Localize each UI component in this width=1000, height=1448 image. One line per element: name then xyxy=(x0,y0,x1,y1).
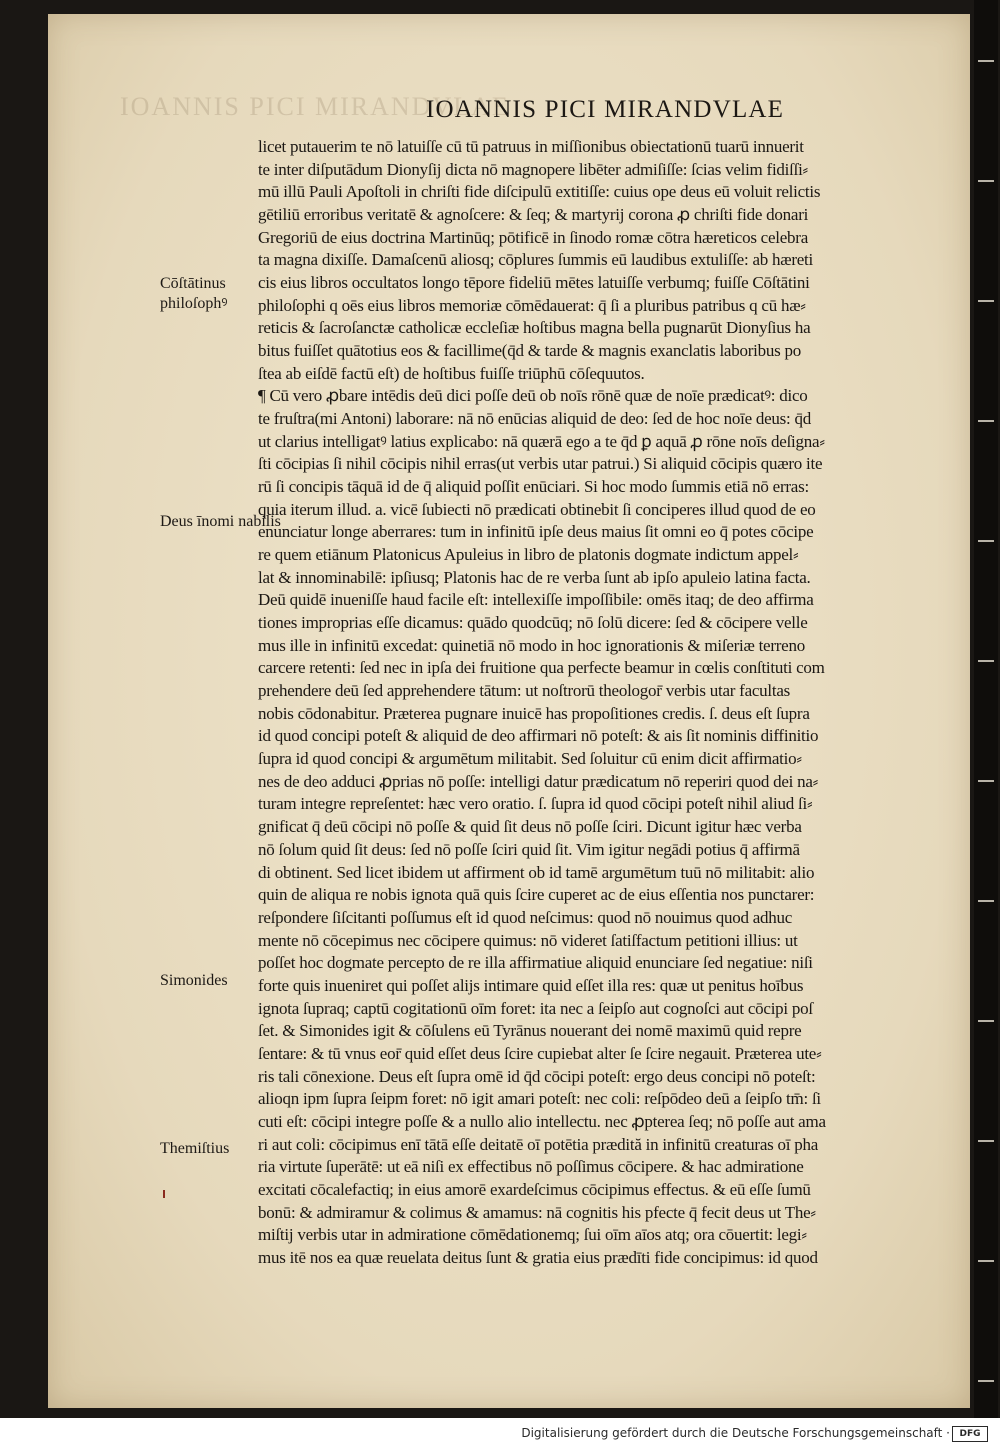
text-line: turam integre repreſentet: hæc vero oratio. ſ. ſupra id quod cōcipi poteſt nihil aliud ſi⸗ xyxy=(258,794,813,814)
red-ink-mark xyxy=(163,1190,165,1198)
text-line: miſtij verbis utar in admiratione cōmēdationemq; ſui oīm aīos atq; ora cōuertit: legi⸗ xyxy=(258,1225,807,1245)
text-line: mū illū Pauli Apoſtoli in chriſti fide diſcipulū extitiſſe: cuius ope deus eū voluit relictis xyxy=(258,182,821,202)
text-line: Deū quidē inueniſſe haud facile eſt: intellexiſſe impoſſibile: omēs itaq; de deo affirma xyxy=(258,590,814,610)
ruler-tick xyxy=(978,1260,994,1262)
text-line: forte quis inueniret qui poſſet alijs intimare quid eſſet illa res: quæ ut penitus hoībus xyxy=(258,975,804,995)
text-line: ſentare: & tū vnus eor̄ quid eſſet deus ſcire cupiebat alter ſe ſcire negauit. Præterea ute⸗ xyxy=(258,1043,822,1063)
running-head: IOANNIS PICI MIRANDVLAE xyxy=(426,96,785,123)
scan-ruler xyxy=(974,0,998,1418)
ruler-tick xyxy=(978,1140,994,1142)
text-line: di obtinent. Sed licet ibidem ut affirment ob id tamē argumētum tuū nō militabit: alio xyxy=(258,862,815,882)
text-line: gnificat q̄ deū cōcipi nō poſſe & quid ſit deus nō poſſe ſciri. Dicunt igitur hæc verba xyxy=(258,817,802,837)
text-line: philoſophi q oēs eius libros memoriæ cōmēdauerat: q̄ ſi a pluribus patribus q cū hæ⸗ xyxy=(258,295,806,315)
dfg-logo: DFG xyxy=(952,1426,988,1442)
text-line: enunciatur longe aberrares: tum in infinitū ipſe deus maius ſit omni eo q̄ potes cōcipe xyxy=(258,522,814,542)
text-line: Gregoriū de eius doctrina Martinūq; pōtificē in ſinodo romæ cōtra hæreticos celebra xyxy=(258,227,808,247)
main-text-block xyxy=(258,136,934,1270)
text-line: nō ſolum quid ſit deus: ſed nō poſſe ſciri quid ſit. Vim igitur negādi potius q̄ affirmā xyxy=(258,839,800,859)
margin-note-themistius: Themiſtius xyxy=(160,1140,230,1157)
text-line: rū ſi concipis tāquā id de q̄ aliquid poſſit enūciari. Si hoc modo ſummis etiā nō erras: xyxy=(258,477,809,497)
text-line: cuti eſt: cōcipi integre poſſe & a nullo alio intellectu. nec ꝓpterea ſeq; nō poſſe aut ama xyxy=(258,1111,826,1131)
ruler-tick xyxy=(978,540,994,542)
text-line: nes de deo adduci ꝓprias nō poſſe: intelligi datur prædicatum nō reperiri quod dei na⸗ xyxy=(258,771,819,791)
ruler-tick xyxy=(978,1020,994,1022)
text-line: prehendere deū ſed apprehendere tātum: ut noſtrorū theologor̄ verbis utar facultas xyxy=(258,681,791,701)
text-line: ta magna dixiſſe. Damaſcenū aliosq; cōplures ſummis eū laudibus extuliſſe: ab hæreti xyxy=(258,250,813,270)
text-line: ¶ Cū vero ꝓbare intēdis deū dici poſſe deū ob noīs rōnē quæ de noīe prædicatꝰ: dico xyxy=(258,386,808,406)
bleed-through-text: IOANNIS PICI MIRANDVLAE xyxy=(120,92,510,121)
ruler-tick xyxy=(978,180,994,182)
text-line: ſti cōcipias ſi nihil cōcipis nihil erras(ut verbis utar patrui.) Si aliquid cōcipis quæro ite xyxy=(258,454,823,474)
margin-note-simonides: Simonides xyxy=(160,972,228,989)
ruler-tick xyxy=(978,300,994,302)
text-line: reſpondere ſiſcitanti poſſumus eſt id quod neſcimus: quod nō nouimus quod adhuc xyxy=(258,907,793,927)
text-line: ſet. & Simonides igit & cōſulens eū Tyrānus nouerant dei nomē maximū quid repre xyxy=(258,1021,802,1041)
margin-note-constantinus: Cōſtātinus philoſophꝰ xyxy=(160,275,228,312)
digitization-footer xyxy=(0,1418,1000,1448)
text-line: bonū: & admiramur & colimus & amamus: nā cognitis his pfecte q̄ fecit deus ut The⸗ xyxy=(258,1202,816,1222)
text-line: ſtea ab eiſdē factū eſt) de hoſtibus fuiſſe triūphū cōſequutos. xyxy=(258,363,645,383)
text-line: licet putauerim te nō latuiſſe cū tū patruus in miſſionibus obiectationū tuarū innuerit xyxy=(258,137,804,156)
text-line: ſupra id quod concipi & argumētum militabit. Sed ſoluitur cū enim dicit affirmatio⸗ xyxy=(258,749,802,769)
footer-credit: Digitalisierung gefördert durch die Deutsche Forschungsgemeinschaft · xyxy=(521,1426,950,1440)
text-line: mus ille in infinitū excedat: quinetiā nō modo in hoc ignorationis & miſeriæ terreno xyxy=(258,635,805,655)
text-line: cis eius libros occultatos longo tēpore fideliū mētes latuiſſe verbumq; fuiſſe Cōſtātini xyxy=(258,273,810,293)
text-line: quia iterum illud. a. vicē ſubiecti nō prædicati obtinebit ſi conciperes illud quod de eo xyxy=(258,499,816,519)
ruler-tick xyxy=(978,780,994,782)
text-line: ri aut coli: cōcipimus enī tātā eſſe deitatē oī potētia prædită in infinitū creaturas oī pha xyxy=(258,1134,819,1154)
text-line: te inter diſputādum Dionyſij dicta nō magnopere libēter admiſiſſe: ſcias velim fidiſſi⸗ xyxy=(258,159,808,179)
margin-note-deus-innominabilis: Deus īnomi nabilis xyxy=(160,513,281,530)
text-line: ria virtute ſuperātē: ut eā niſi ex effectibus nō poſſimus cōcipere. & hac admiratione xyxy=(258,1157,804,1177)
text-line: carcere retenti: ſed nec in ipſa dei fruitione qua perfecte beamur in cœlis conſtituti com xyxy=(258,658,825,678)
text-line: re quem etiānum Platonicus Apuleius in libro de platonis dogmate indictum appel⸗ xyxy=(258,545,799,565)
text-line: ignota ſupraq; captū cogitationū oīm foret: ita nec a ſeipſo aut cognoſci aut cōcipi poſ xyxy=(258,998,813,1018)
text-line: excitati cōcalefactiq; in eius amorē exardeſcimus cōcipimus effectus. & eū eſſe ſumū xyxy=(258,1179,811,1199)
text-line: mente nō cōcepimus nec cōcipere quimus: nō videret ſatiſfactum petitioni illius: ut xyxy=(258,930,798,950)
text-line: lat & innominabilē: ipſiusq; Platonis hac de re verba ſunt ab ipſo apuleio latina facta. xyxy=(258,567,811,587)
ruler-tick xyxy=(978,420,994,422)
text-line: mus itē nos ea quæ reuelata deitus ſunt & gratia eius prædīti fide concipimus: id quod xyxy=(258,1247,818,1267)
ruler-tick xyxy=(978,1380,994,1382)
ruler-tick xyxy=(978,900,994,902)
text-line: tiones improprias eſſe dicamus: quādo quodcūq; nō ſolū dicere: ſed & cōcipere velle xyxy=(258,613,808,633)
text-line: nobis cōdonabitur. Præterea pugnare inuicē has propoſitiones credis. ſ. deus eſt ſupra xyxy=(258,703,810,723)
text-line: alioqn ipm ſupra ſeipm foret: nō igit amari poteſt: nec coli: reſpōdeo deū a ſeipſo tm̄: ſi xyxy=(258,1089,821,1109)
text-line: bitus fuiſſet quātotius eos & facillime(q̄d & tarde & magnis exanclatis laboribus po xyxy=(258,341,801,361)
text-line: id quod concipi poteſt & aliquid de deo affirmari nō poteſt: & ais ſit nominis diffinitio xyxy=(258,726,819,746)
ruler-tick xyxy=(978,660,994,662)
text-line: ut clarius intelligatꝰ latius explicabo: nā quærā ego a te q̄d ꝑ aquā ꝓ rōne noīs deſigna⸗ xyxy=(258,431,825,451)
text-line: ris tali cōnexione. Deus eſt ſupra omē id q̄d cōcipi poteſt: ergo deus concipi nō poteſt: xyxy=(258,1066,816,1086)
ruler-tick xyxy=(978,60,994,62)
text-line: poſſet hoc dogmate percepto de re illa affirmatiue aliquid enunciare ſed negatiue: niſi xyxy=(258,953,813,973)
text-line: reticis & ſacroſanctæ catholicæ eccleſiæ hoſtibus magna bella pugnarūt Dionyſius ha xyxy=(258,318,811,338)
text-line: quin de aliqua re nobis ignota quā quis ſcire cuperet ac de eius eſſentia nos punctarer: xyxy=(258,885,815,905)
text-line: te fruſtra(mi Antoni) laborare: nā nō enūcias aliquid de deo: ſed de hoc noīe deus: q̄d xyxy=(258,409,812,429)
text-line: gētiliū erroribus veritatē & agnoſcere: & ſeq; & martyrij corona ꝓ chriſti fide donari xyxy=(258,205,809,225)
